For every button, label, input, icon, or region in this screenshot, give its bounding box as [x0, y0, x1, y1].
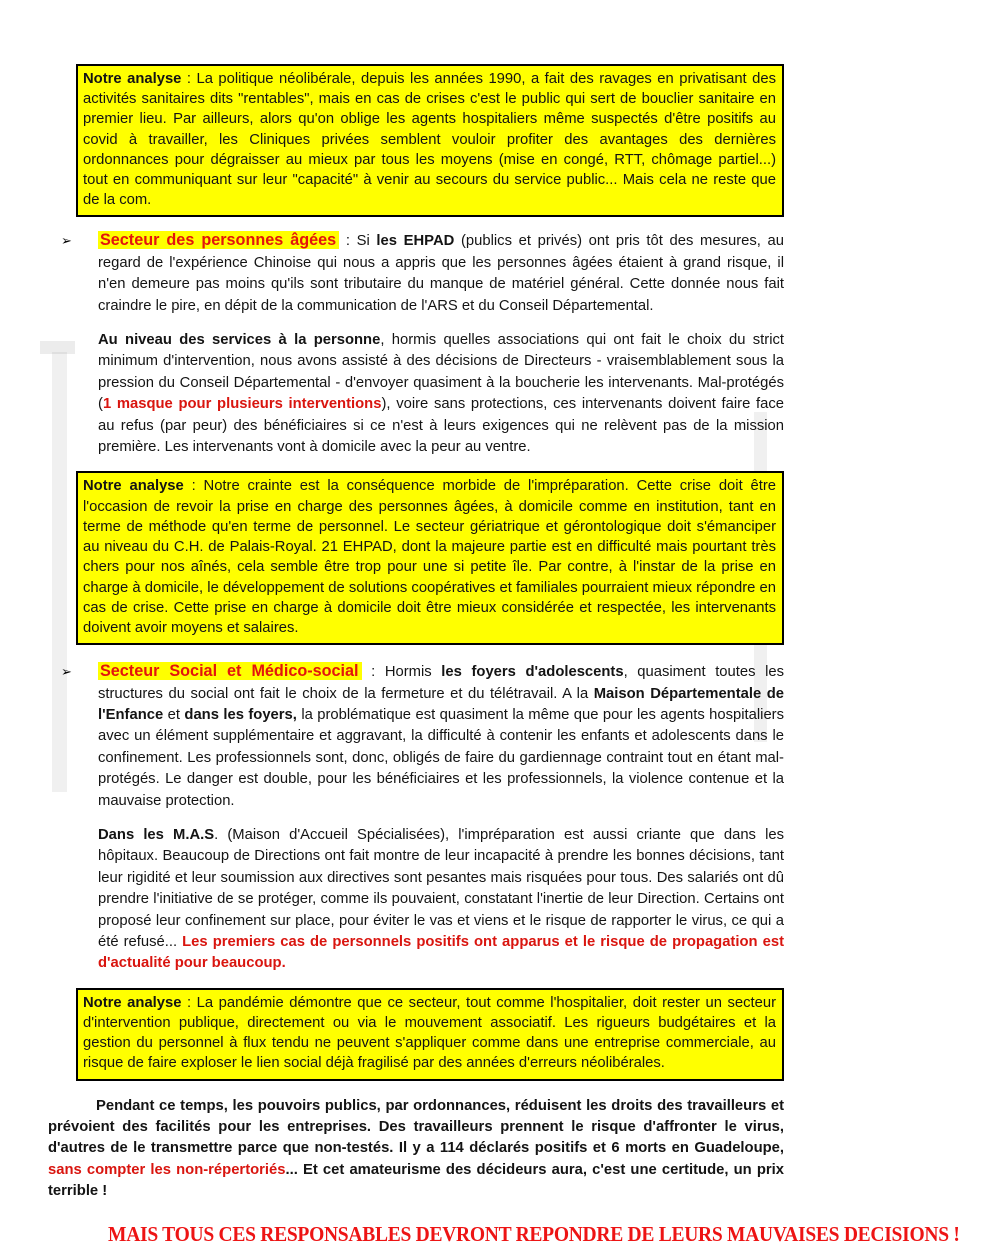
section-social-medico-social — [61, 661, 785, 812]
heading-separator: : — [361, 664, 385, 681]
analysis-box-2: Notre analyse : Notre crainte est la conséquence morbide de l'impréparation. Cette crise doit être l'occasion de revoir la prise en charge des personnes âgées, à domicile comme en institution, tant en terme de méthode qu'en terme de personnel. Le secteur gériatrique et gérontologique doit s'émanciper au niveau du C.H. de Palais-Royal. 21 EHPAD, dont la majeure partie est en difficulté mais pourtant très chers pour nos aînés, cela semble être trop pour une si petite île. Par contre, à l'instar de la prise en charge à domicile, le développement de solutions coopératives et familiales pourraient mieux répondre en cas de crise. Cette prise en charge à domicile doit être mieux considérée et respectée, les intervenants doivent avoir moyens et salaires. — [76, 471, 784, 645]
paragraph-closing: Pendant ce temps, les pouvoirs publics, par ordonnances, réduisent les droits des travailleurs et prévoient des facilités pour les entreprises. Des travailleurs prennent le risque d'affronter le virus, d'autres de le transmettre parce que non-testés. Il y a 114 déclarés positifs et 6 morts en Guadeloupe, sans compter les non-répertoriés... Et cet amateurisme des décideurs aura, c'est une certitude, un prix terrible ! — [48, 1097, 784, 1200]
paragraph-mas: Dans les M.A.S. (Maison d'Accueil Spécialisées), l'impréparation est aussi criante que dans les hôpitaux. Beaucoup de Directions ont fait montre de leur incapacité à prendre les bonnes décisions, tant leur rigidité et leur soumission aux directives sont pesantes mais risquées pour tous. Des salariés ont dû prendre l'initiative de se protéger, comme ils pouvaient, constatant l'inertie de leur Direction. Certains ont proposé leur confinement sur place, pour éviter le vas et viens et le risque de rapporter le virus, ce qui a été refusé... Les premiers cas de personnels positifs ont apparus et le risque de propagation est d'actualité pour beaucoup. — [98, 826, 785, 972]
section-body: Si les EHPAD (publics et privés) ont pris tôt des mesures, au regard de l'expérience Chinoise qui nous a appris que les personnes âgées étaient à grand risque, il n'en demeure pas moins qu'ils sont tributaire du manque de matériel général. Cette donnée nous fait craindre le pire, en dépit de la communication de l'ARS et du Conseil Départemental. — [98, 233, 784, 314]
heading-separator: : — [339, 233, 357, 250]
analysis-box-3: Notre analyse : La pandémie démontre que ce secteur, tout comme l'hospitalier, doit rester un secteur d'intervention publique, directement ou via le mouvement associatif. Les rigueurs budgétaires et la gestion du personnel à flux tendu ne peuvent s'appliquer comme dans une entreprise commerciale, au risque de faire exploser le lien social déjà fragilisé par des années d'erreurs néolibérales. — [76, 988, 784, 1081]
analysis-box-1: Notre analyse : La politique néolibérale, depuis les années 1990, a fait des ravages en privatisant des activités sanitaires dits "rentables", mais en cas de crises c'est le public qui sert de bouclier sanitaire en premier lieu. Par ailleurs, alors qu'on oblige les agents hospitaliers même suspectés d'être positifs au covid à travailler, les Cliniques privées semblent vouloir profiter des avantages des dernières ordonnances pour dégraisser au mieux par tous les moyens (mise en congé, RTT, chômage partiel...) tout en communiquant sur leur "capacité" à venir au secours du service public... Mais cela ne reste que de la com. — [76, 64, 784, 217]
section-body: Hormis les foyers d'adolescents, quasiment toutes les structures du social ont fait le choix de la fermeture et du télétravail. A la Maison Départementale de l'Enfance et dans les foyers, la problématique est quasiment la même que pour les agents hospitaliers avec un élément supplémentaire et aggravant, la difficulté à contenir les enfants et adolescents dans le confinement. Les professionnels sont, donc, obligés de faire du gardiennage contraint tout en étant mal-protégés. Le danger est double, pour les bénéficiaires et les professionnels, la violence contenue et la mauvaise protection. — [98, 664, 785, 809]
arrow-bullet-icon: ➢ — [61, 233, 72, 249]
paragraph-services-a-la-personne: Au niveau des services à la personne, hormis quelles associations qui ont fait le choix du strict minimum d'intervention, nous avons assisté à des décisions de Directeurs - vraisemblablement sous la pression du Conseil Départemental - d'envoyer quasiment à la boucherie les intervenants. Mal-protégés (1 masque pour plusieurs interventions), voire sans protections, ces intervenants doivent faire face au refus (par peur) des bénéficiaires si ce n'est à leurs exigences qui ne relèvent pas de la mission première. Les intervenants vont à domicile avec la peur au ventre. — [98, 332, 784, 456]
final-headline — [76, 1221, 960, 1247]
section-heading-personnes-agees: Secteur des personnes âgées — [98, 231, 339, 249]
section-heading-social-medico-social: Secteur Social et Médico-social — [98, 662, 362, 680]
arrow-bullet-icon: ➢ — [61, 664, 72, 680]
final-headline-text: MAIS TOUS CES RESPONSABLES DEVRONT REPONDRE DE LEURS MAUVAISES DECISIONS ! — [108, 1221, 960, 1246]
section-personnes-agees — [61, 230, 784, 317]
